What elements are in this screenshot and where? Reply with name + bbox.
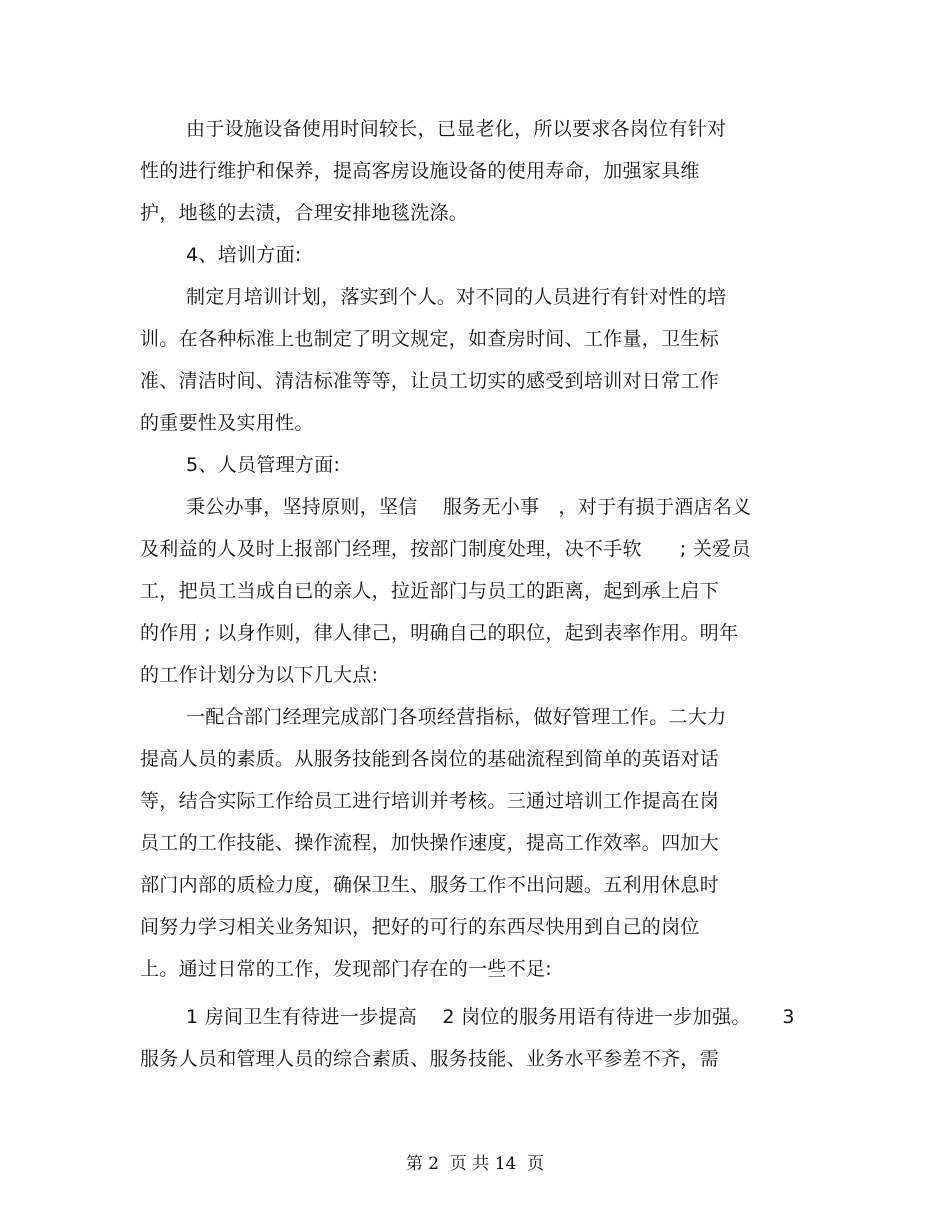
paragraph-line: 由于设施设备使用时间较长，已显老化，所以要求各岗位有针对 xyxy=(186,118,727,140)
section-heading: 4、培训方面: xyxy=(186,244,302,266)
paragraph-line: 等，结合实际工作给员工进行培训并考核。三通过培训工作提高在岗 xyxy=(140,790,720,812)
paragraph-line: 的作用 ; 以身作则，律人律己，明确自己的职位，起到表率作用。明年 xyxy=(140,622,739,644)
paragraph-line: 制定月培训计划，落实到个人。对不同的人员进行有针对性的培 xyxy=(186,286,727,308)
paragraph-line: 1 房间卫生有待进一步提高 2 岗位的服务用语有待进一步加强。 3 xyxy=(186,1006,795,1028)
paragraph-line: 部门内部的质检力度，确保卫生、服务工作不出问题。五利用休息时 xyxy=(140,874,720,896)
paragraph-line: 上。通过日常的工作，发现部门存在的一些不足: xyxy=(140,958,553,980)
paragraph-line: 及利益的人及时上报部门经理，按部门制度处理，决不手软 ; 关爱员 xyxy=(140,538,751,560)
paragraph-line: 秉公办事，坚持原则，坚信 服务无小事 ，对于有损于酒店名义 xyxy=(186,496,752,518)
paragraph-line: 提高人员的素质。从服务技能到各岗位的基础流程到简单的英语对话 xyxy=(140,748,720,770)
paragraph-line: 员工的工作技能、操作流程，加快操作速度，提高工作效率。四加大 xyxy=(140,832,720,854)
paragraph-line: 的工作计划分为以下几大点: xyxy=(140,664,379,686)
paragraph-line: 服务人员和管理人员的综合素质、服务技能、业务水平参差不齐，需 xyxy=(140,1048,720,1070)
page-number-footer: 第 2 页 共 14 页 xyxy=(405,1154,545,1174)
paragraph-line: 一配合部门经理完成部门各项经营指标，做好管理工作。二大力 xyxy=(186,706,727,728)
paragraph-line: 性的进行维护和保养，提高客房设施设备的使用寿命，加强家具维 xyxy=(140,160,700,182)
paragraph-line: 护，地毯的去渍，合理安排地毯洗涤。 xyxy=(140,202,469,224)
paragraph-line: 训。在各种标准上也制定了明文规定，如查房时间、工作量，卫生标 xyxy=(140,328,720,350)
paragraph-line: 的重要性及实用性。 xyxy=(140,412,314,434)
section-heading: 5、人员管理方面: xyxy=(186,454,341,476)
paragraph-line: 准、清洁时间、清洁标准等等，让员工切实的感受到培训对日常工作 xyxy=(140,370,720,392)
paragraph-line: 工，把员工当成自已的亲人，拉近部门与员工的距离，起到承上启下 xyxy=(140,580,720,602)
paragraph-line: 间努力学习相关业务知识，把好的可行的东西尽快用到自己的岗位 xyxy=(140,916,700,938)
